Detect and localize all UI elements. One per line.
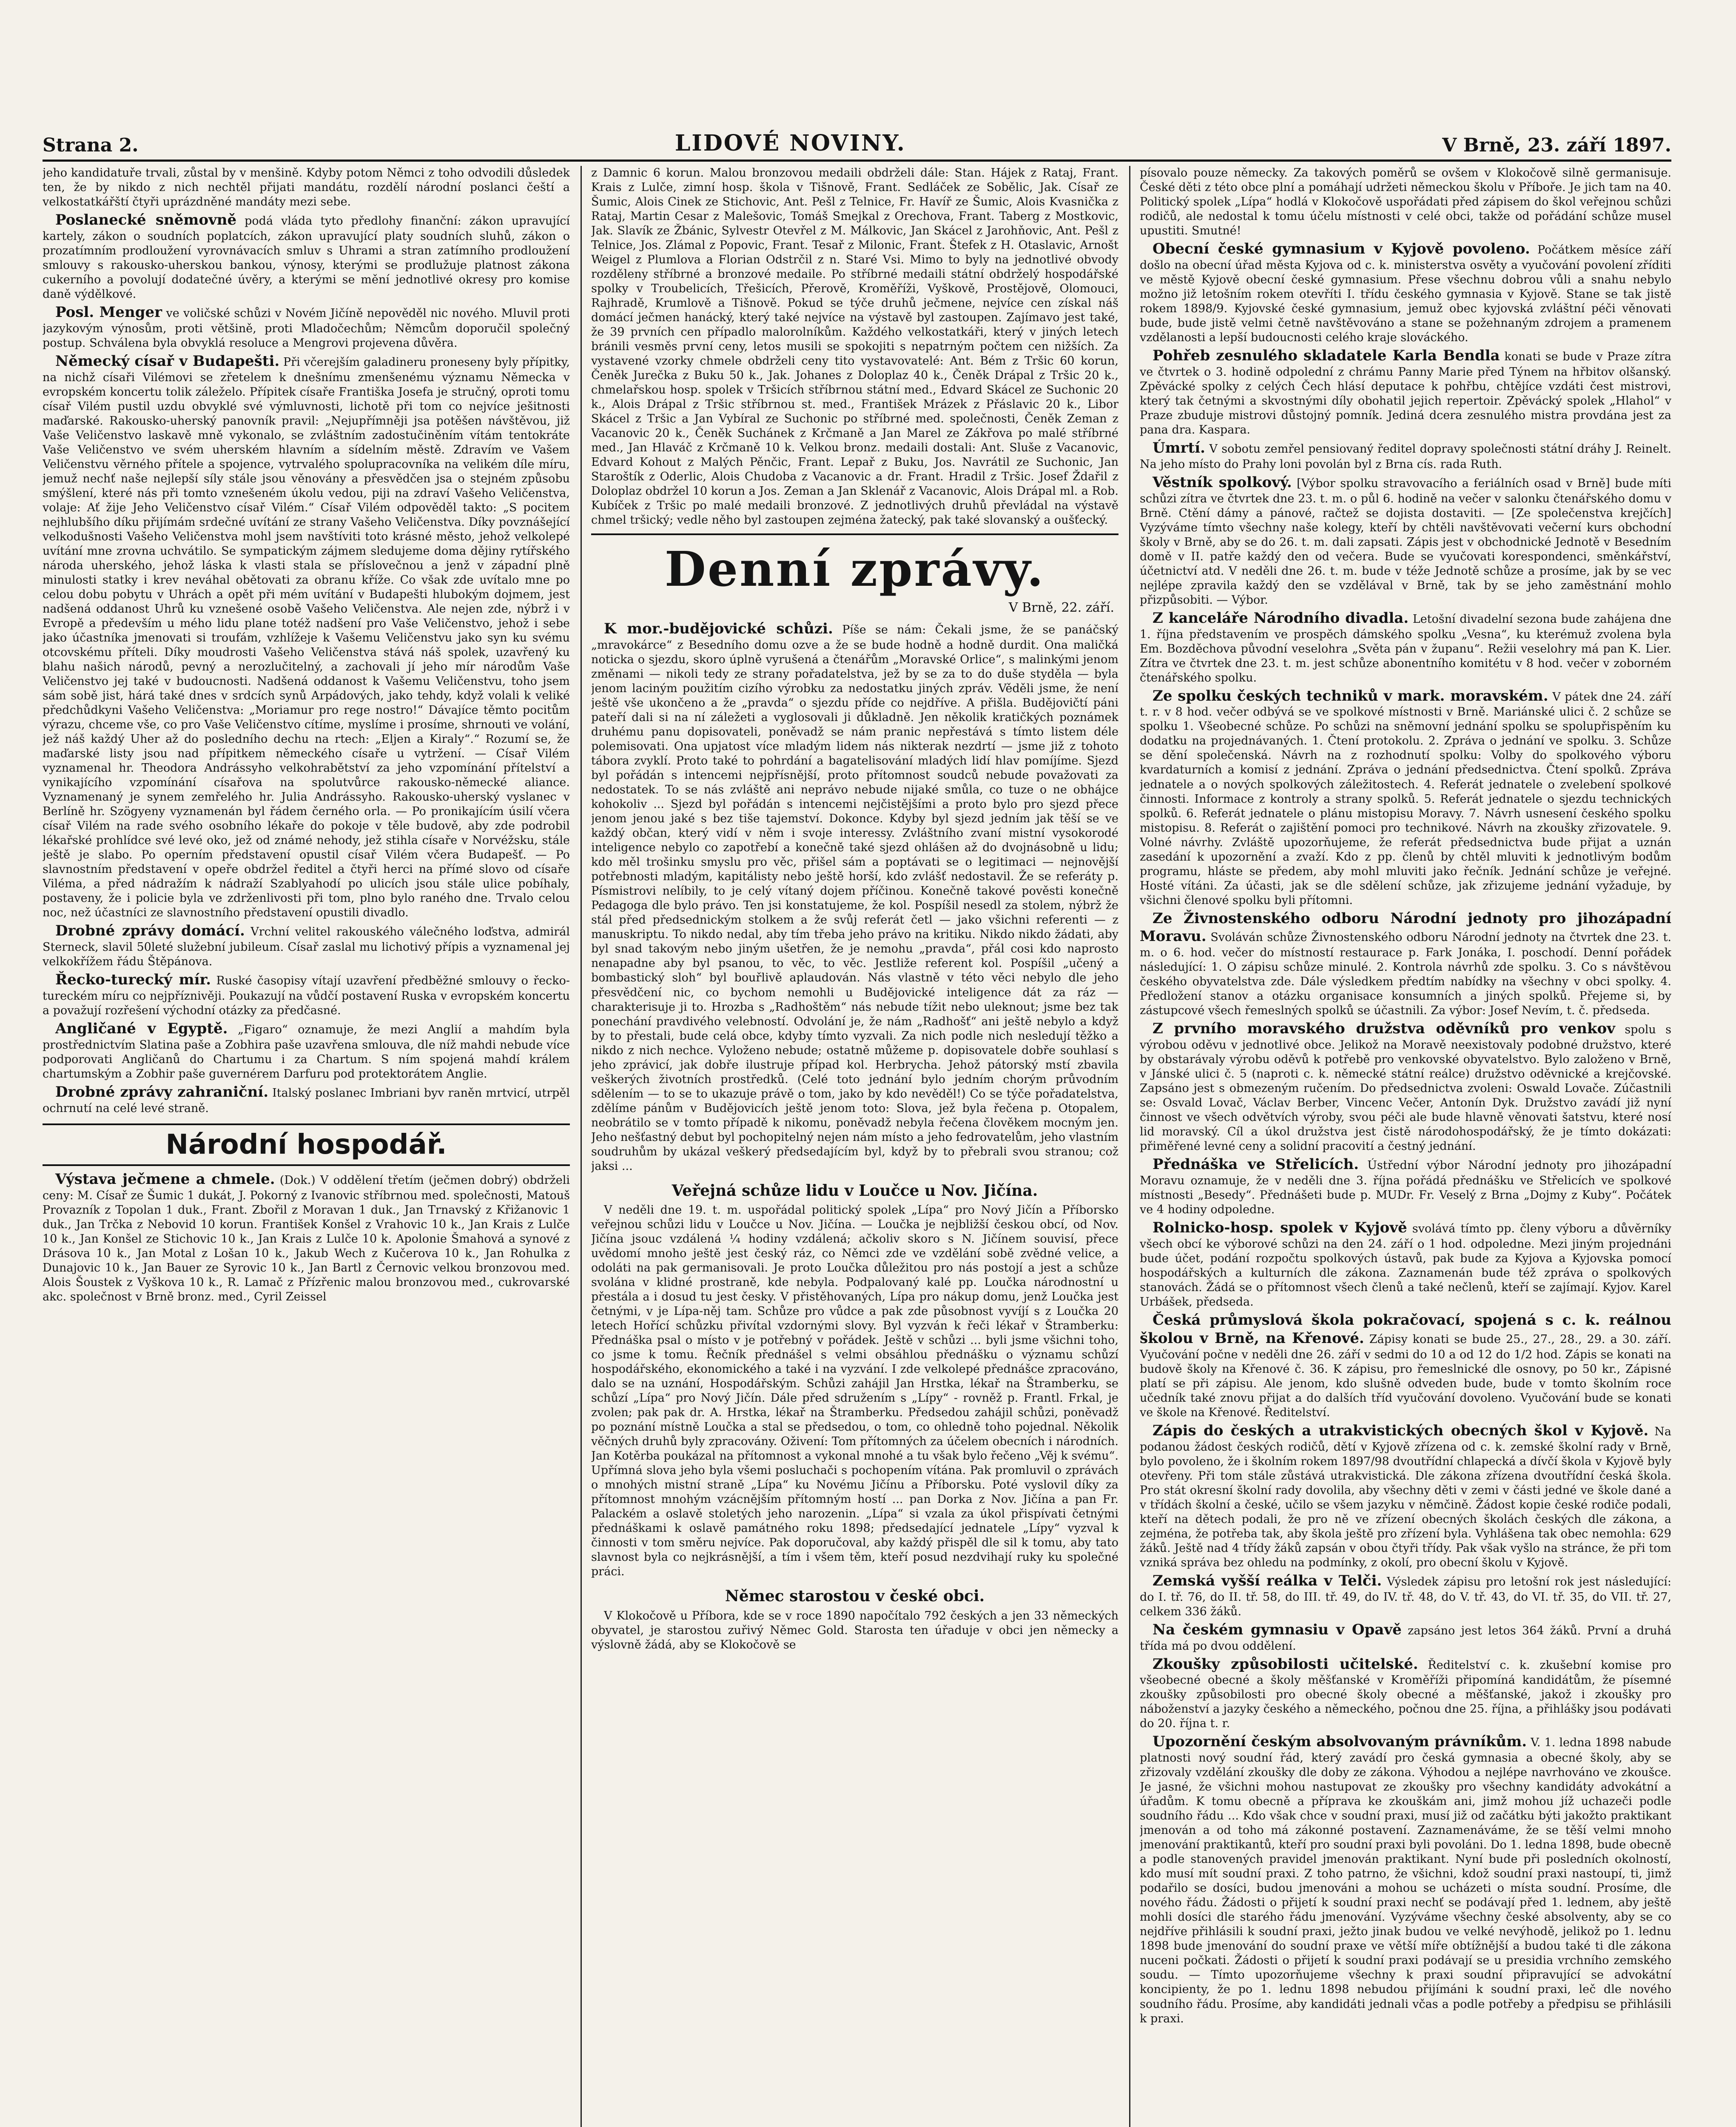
article-heading: K mor.-budějovické schůzi. xyxy=(604,620,833,638)
article-heading: Na českém gymnasiu v Opavě xyxy=(1153,1621,1402,1638)
article-paragraph xyxy=(591,620,1118,1173)
article-text: Zápisy konati se bude 25., 27., 28., 29. a 30. září. Vyučování počne v neděli dne 26. září v sedmi do 10 a od 12 do 1/2 hod. Zápis se konati na budově školy na Křenové č. 36. K zápisu, pro řemeslnické dle osnovy, po 50 kr., Zápisné platí se při zápisu. Ale jenom, kdo slušně odveden bude, bude v tomto školním roce učedník také znovu přijat a do dalších tříd vyučování dovoleno. Vyučování bude se konati ve škole na Křenové. Ředitelství. xyxy=(1140,1332,1671,1419)
article-paragraph xyxy=(1140,439,1671,472)
article-heading: Z kanceláře Národního divadla. xyxy=(1153,609,1409,627)
article-text: Italský poslanec Imbriani byv raněn mrtvicí, utrpěl ochrnutí na celé levé straně. xyxy=(43,1086,570,1115)
article-text: Na podanou žádost českých rodičů, dětí v Kyjově zřízena od c. k. zemské školní rady v Brně, bylo povoleno, že i školním rokem 1897/98 dvoutřídní chlapecká a dívčí škola v Kyjově byly otevřeny. Při tom stále zůstává utrakvistická. Dle zákona zřízena dvoutřídní česká škola. Pro stát okresní školní rady dovolila, aby všechny děti v zemi v části jedné ve škole dané a v třídách školní a české, učilo se všem jazyku v němčině. Žádost kopie české rodiče podali, kteří na dětech podali, že pro ně ve zřízení obecných školách českých dle zákona, a zejména, že potřeba tak, aby škola ještě pro zřízení byla. Vyhlášena tak obec nemohla: 629 žáků. Ještě nad 4 třídy žáků zapsán v obou čtyři třídy. Pak však vyšlo na stránce, že při tom vzniká správa bez ohledu na podmínky, z okolí, pro obecní školu v Kyjově. xyxy=(1140,1425,1671,1569)
page-header xyxy=(43,123,1671,162)
column-1 xyxy=(43,166,570,2127)
article-heading: Výstava ječmene a chmele. xyxy=(55,1171,275,1188)
article-text: Ředitelství c. k. zkušební komise pro všeobecné obecné a školy měšťanské v Kroměříži připomíná kandidátům, že písemné zkoušky způsobilosti pro obecné školy obecné a měšťanské, jakož i zkoušky pro náboženství a jazyky českého a německého, počnou dne 25. října, a přihlášky jsou podávati do 20. října t. r. xyxy=(1140,1658,1671,1731)
article-paragraph xyxy=(43,303,570,351)
article-heading: Upozornění českým absolvovaným právníkům. xyxy=(1153,1733,1527,1751)
article-paragraph: jeho kandidatuře trvali, zůstal by v menšině. Kdyby potom Němci z toho odvodili důsledek ten, že by nikdo z nich nechtěl přijati mandátu, rozdělí národní poslanci čeští a velkostatkářští čtyři uprázdněné mandáty mezi sebe. xyxy=(43,166,570,209)
article-text: zapsáno jest letos 364 žáků. První a druhá třída má po dvou oddělení. xyxy=(1140,1624,1671,1653)
article-paragraph xyxy=(43,1083,570,1116)
article-paragraph xyxy=(43,211,570,302)
article-heading: Ze spolku českých techniků v mark. moravském. xyxy=(1153,687,1548,704)
article-text: V. 1. ledna 1898 nabude platnosti nový soudní řád, který zavádí pro česká gymnasia a obecné školy, aby se zřizovaly vzdělání zkoušky dle doby ze zákona. Výhodou a nejlépe navrhováno ve zkoušce. Je jasné, že všichni mohou nastupovat ze zkoušky pro všechny kandidáty advokátní a úřadům. K tomu obecně a příprava ke zkouškám ani, jimž mohou jíž uchazeči podle soudního řádu ... Kdo však chce v soudní praxi, musí již od začátku býti jakožto praktikant jmenován a od toho má zákonné postavení. Zaznamenáváme, že se těší velmi mnoho jmenování praktikantů, kteří pro soudní praxi byli povoláni. Do 1. ledna 1898, bude obecně a podle stanovených pravidel jmenován praktikant. Nyní bude při posledních okolností, kdo musí mít soudní praxi. Z toho patrno, že všichni, kdož soudní praxi nastoupí, ti, jimž podařilo se dosíci, budou jmenováni a mohou se ucházeti o místa soudní. Prosíme, dle nového řádu. Žádosti o přijetí k soudní praxi nechť se podávají před 1. lednem, aby ještě mohli dosíci dle starého řádu jmenování. Vyzýváme všechny české absolventy, aby se co nejdříve přihlásili k soudní praxi, ježto jinak budou ve velké nevýhodě, jelikož po 1. lednu 1898 bude jmenování do soudní praxe ve větší míře obtížnější a budou také ti dle zákona nuceni počkati. Žádosti o přijetí k soudní praxi podávají se u presidia vrchního zemského soudu. — Tímto upozorňujeme všechny k praxi soudní připravující se advokátní koncipienty, že po 1. lednu 1898 nebudou přijímáni k soudní praxi, leč dle nového soudního řádu. Prosíme, aby kandidáti jednali včas a podle potřeby a předpisu se přihlásili k praxi. xyxy=(1140,1736,1671,2025)
article-heading: Z prvního moravského družstva oděvníků pro venkov xyxy=(1153,1020,1615,1038)
article-heading: Němec starostou v české obci. xyxy=(725,1587,985,1605)
article-heading: Poslanecké sněmovně xyxy=(55,211,237,229)
article-paragraph xyxy=(43,1020,570,1081)
article-paragraph xyxy=(1140,1572,1671,1619)
article-text: Při včerejším galadineru proneseny byly přípitky, na nichž císaři Vilémovi se zřetelem k dnešnímu zmenšenému významu Německa v evropském koncertu tolik záleželo. Přípitek císaře Františka Josefa je stručný, oproti tomu císař Vilém pustil uzdu obvyklé své výmluvnosti, lichotě při tom co nejvíce ješitnosti maďarské. Rakousko-uherský panovník pravil: „Nejupřímněji jsa potěšen návštěvou, již Vaše Veličenstvo laskavě mně vykonalo, se zvláštním zadostučiněním vítám tentokráte Vaše Veličenstvo ve svém uherském hlavním a sídelním městě. Zdravím ve Vašem Veličenstvu věrného přítele a spojence, vytrvalého spolupracovníka na velikém díle míru, jemuž nechť naše nejlepší síly stále jsou věnovány a přesvědčen jsa o stejném způsobu smýšlení, které nás při tomto vznešeném úkolu vedou, piji na zdraví Vašeho Veličenstva, volaje: Ať žije Jeho Veličenstvo císař Vilém.“ Císař Vilém odpověděl takto: „S pocitem nejhlubšího díku přijímám srdečné uvítání ze strany Vašeho Veličenstva. Díky povznášející velkodušnosti Vašeho Veličenstva mohl jsem navštíviti toto krásné město, jehož velkolepé uvítání mne zrovna uchvátilo. Se sympatickým zájmem sledujeme doma dějiny rytířského národa uherského, jehož láska k vlasti stala se příslovečnou a jenž v západní plně minulosti statky i krev neváhal obětovati za obranu kříže. Co však zde uvítalo mne po celou dobu pobytu v Uhrách a opět při mém uvítání v Budapešti hlubokým dojmem, jest nadšená oddanost Uhrů ku vznešené osobě Vašeho Veličenstva. Ale nejen zde, nýbrž i v Evropě a především u mého lidu plane totéž nadšení pro Vaše Veličenstvo, jehož i sebe jako účastníka jmenovati si troufám, vzhlížeje k Vašemu Veličenstvu jako syn ku svému otcovskému příteli. Díky moudrosti Vašeho Veličenstva stává náš spolek, uzavřený ku blahu našich národů, pevný a nerozlučitelný, a zachovali jí jeho mír národům Vaše Veličenstvo jej také v budoucnosti. Nadšená oddanost k Vašemu Veličenstvu, toho jsem sám sobě jist, hárá také dnes v srdcích synů Arpádových, jako tehdy, když volali k veliké předchůdkyni Vašeho Veličenstva: „Moriamur pro rege nostro!“ Dávajíce těmto pocitům výrazu, chceme vše, co pro Vaše Veličenstvo cítíme, myslíme i prosíme, shrnouti ve volání, jež náš každý Uher až do posledního dechu na rtech: „Eljen a Kiraly“.“ Rozumí se, že maďarské listy jsou nad přípitkem německého císaře u vytržení. — Císař Vilém vyznamenal hr. Theodora Andrássyho velkohrabětství za jeho vzpomínání přítelství a vynikajícího vzpomínání císařova na spolutvůrce rakousko-německé aliance. Vyznamenaný je synem zemřelého hr. Julia Andrássyho. Rakousko-uherský vyslanec v Berlíně hr. Szögyeny vyznamenán byl řádem černého orla. — Po pronikajícím úsilí včera císař Vilém na rade svého osobního lékaře do pokoje v těle budově, aby zde podrobil lékařské prohlídce své levé oko, jež od známé nehody, jež stihla císaře v Norvéžsku, stále ještě je slabo. Po operním představení opustil císař Vilém včera Budapešť. — Po slavnostním představení v opeře obdržel ředitel a čtyři herci na přímé slovo od císaře Viléma, a před nádražím k nádraží Szablyahodí po ulicích jsou stále ulice pobíhaly, postaveny, že i policie byla ve zdrženlivosti při tom, plno bylo raného dne. Trvalo celou noc, než účastníci ze slavnostního představení opustili divadlo. xyxy=(43,355,570,920)
article-heading: Zemská vyšší reálka v Telči. xyxy=(1153,1572,1382,1589)
article-text: (Dok.) V oddělení třetím (ječmen dobrý) obdrželi ceny: M. Císař ze Šumic 1 dukát, J. Pokorný z Ivanovic stříbrnou med. společnosti, Matouš Provazník z Topolan 1 duk., Frant. Zbořil z Moravan 1 duk., Jan Trnavský z Křižanovic 1 duk., Jan Trčka z Nebovid 10 korun. František Konšel z Vrahovic 10 k., Jan Krais z Lulče 10 k., Jan Konšel ze Stichovic 10 k., Jan Krais z Lulče 10 k. Apolonie Šmahová a synové z Drásova 10 k., Jan Motal z Lošan 10 k., Jakub Wech z Kučerova 10 k., Jan Rohulka z Dunajovic 10 k., Jan Bauer ze Syrovic 10 k., Jan Bartl z Černovic velkou bronzovou med. Alois Šoustek z Vyškova 10 k., R. Lamač z Přízřenic malou bronzovou med., cukrovarské akc. společnost v Brně bronz. med., Cyril Zeissel xyxy=(43,1174,570,1304)
article-paragraph xyxy=(1140,1020,1671,1154)
article-heading: Německý císař v Budapešti. xyxy=(55,352,280,370)
article-paragraph xyxy=(1140,1311,1671,1420)
article-paragraph: písovalo pouze německy. Za takových poměrů se ovšem v Klokočově silně germanisuje. České děti z této obce plní a pomáhají udržeti německou školu v Příboře. Je jich tam na 40. Politický spolek „Lípa“ hodlá v Klokočově uspořádati před zápisem do škol veřejnou schůzi rodičů, ale nedostal k tomu účelu místnosti v celé obci, takže od pořádání schůze musel upustiti. Smutné! xyxy=(1140,166,1671,238)
article-heading: Přednáška ve Střelicích. xyxy=(1153,1156,1359,1173)
column-divider xyxy=(1129,166,1130,2127)
article-text: V sobotu zemřel pensiovaný ředitel dopravy společnosti státní dráhy J. Reinelt. Na jeho místo do Prahy loni povolán byl z Brna cís. rada Ruth. xyxy=(1140,442,1671,471)
article-text: podá vláda tyto předlohy finanční: zákon upravující kartely, zákon o soudních poplatcích, zákon upravující platy soudních sluhů, zákon o prozatímním prodloužení vyrovnávacích smluv s Uhrami a stran zatímního prodloužení smlouvy s rakousko-uherskou bankou, výnosy, kterými se prodlužuje platnost zákona cukerního a povolují dodatečné úvěry, a kterými se mění jednotlivé okresy pro komise daně výdělkové. xyxy=(43,214,570,301)
article-paragraph xyxy=(1140,910,1671,1018)
article-heading: Angličané v Egyptě. xyxy=(55,1020,228,1037)
article-text: [Výbor spolku stravovacího a feriálních osad v Brně] bude míti schůzi zítra ve čtvrtek dne 23. t. m. o půl 6. hodině na večer v salonku čtenářského domu v Brně. Ctění dámy a pánové, račtež se dojista dostaviti. — [Ze společenstva krejčích] Vyzýváme tímto všechny naše kolegy, kteří by chtěli navštěvovati večerní kurs obchodní školy v Brně, aby se do 26. t. m. dali zapsati. Zápis jest v obchodnické Jednotě v Besedním domě v II. patře každý den od večera. Bude se vyučovati korespondenci, směnkářství, účetnictví atd. V neděli dne 26. t. m. bude v téže Jednotě schůze a prosíme, jak by se vec nejlépe zpravila každý den se vzdělával v Brně, tak by se jeho zaměstnání mohlo přizpůsobiti. — Výbor. xyxy=(1140,476,1671,607)
article-paragraph xyxy=(43,352,570,920)
article-heading: Zápis do českých a utrakvistických obecných škol v Kyjově. xyxy=(1153,1422,1649,1439)
article-paragraph: V neděli dne 19. t. m. uspořádal politický spolek „Lípa“ pro Nový Jičín a Příborsko veřejnou schůzi lidu v Loučce u Nov. Jičína. — Loučka je nejbližší českou obcí, od Nov. Jičína jsouc vzdálená ¼ hodiny vzdálená; ačkoliv skoro s N. Jičínem souvisí, přece uvědomí mnoho ještě jest český ráz, co Němci zde ve vzdělání sobě zvědné velice, a odoláti na pak germanisovali. Je proto Loučka důležitou pro nás postojí a jest a schůze svolána v klidné prostraně, kde nebyla. Podpalovaný kalé pp. Loučka národnostní u přestála a i dosud tu jest česky. V přistěhovaných, Lípa pro nákup domu, jenž Loučka jest četnými, v je Lípa-něj tam. Schůze pro vůdce a pak zde působnost vyvíjí s z Loučka 20 letech Hořící schůzku přivítal vzdornými slovy. Byl vyzván k řeči lékař v Štramberku: Přednáška psal o místo v je potřebný v pořádek. Ještě v schůzi ... byli jsme všichni toho, co jsme k tomu. Řečník přednášel s velmi obsáhlou přednášku o významu schůzí hospodářského, ekonomického a také i na vyzvání. I zde velkolepé přednášce zpracováno, dalo se na uznání, Hospodářským. Schůzi zahájil Jan Hrstka, lékař na Štramberku, se schůzí „Lípa“ pro Nový Jičín. Dále před sdružením s „Lípy“ - rovněž p. Frantl. Frkal, je zvolen; pak pak dr. A. Hrstka, lékař na Štramberku. Předsedou zahájil schůzi, poněvadž po poznání místně Loučka a stal se předsedou, o tom, co ohledně toho pojednal. Několik věčných druhů byly zpracovány. Oživení: Tom přítomných za účelem obecních i národních. Jan Kotěrba poukázal na přítomnost a vykonal mnohé a tu však bylo řečeno „Věj k svému“. Upřímná slova jeho byla všemi posluchači s pochopením vítána. Pak promluvil o zprávách o mnohých mistní straně „Lípa“ ku Novému Jičínu a Příborsku. Poté vyslovil díky za přítomnost mnohým vzácnějším přítomným hostí ... pan Dorka z Nov. Jičína a pan Fr. Palackém a oslavě stoletých jeho narozenin. „Lípa“ si vzala za úkol přispívati četnými přednáškami k oslavě památného roku 1898; předsedající jednatele „Lípy“ vyzval k činnosti v tom směru nejvíce. Pak doporučoval, aby každý přispěl dle sil k tomu, aby tato slavnost byla co nejkrásnější, a tím i všem těm, kteří posud nezdvihají ruky ku společné práci. xyxy=(591,1203,1118,1579)
article-heading: Drobné zprávy zahraniční. xyxy=(55,1083,269,1101)
article-heading: Ze Živnostenského odboru Národní jednoty pro jihozápadní Moravu. xyxy=(1140,910,1671,945)
article-heading: Posl. Menger xyxy=(55,303,162,321)
article-heading: Veřejná schůze lidu v Loučce u Nov. Jičína. xyxy=(672,1181,1038,1200)
columns xyxy=(43,166,1671,2127)
article-paragraph xyxy=(1140,240,1671,345)
article-heading: Česká průmyslová škola pokračovací, spojená s c. k. reálnou školou v Brně, na Křenové. xyxy=(1140,1312,1671,1347)
article-paragraph xyxy=(1140,1422,1671,1570)
article-text: Ústřední výbor Národní jednoty pro jihozápadní Moravu oznamuje, že v neděli dne 3. října pořádá přednášku ve Střelicích ve spolkové místnosti „Besedy“. Přednášeti bude p. MUDr. Fr. Veselý z Brna „Dojmy z Kuby“. Počátek ve 4 hodiny odpoledne. xyxy=(1140,1159,1671,1217)
article-heading: Obecní české gymnasium v Kyjově povoleno. xyxy=(1153,240,1530,258)
article-text: spolu s výrobou oděvu v jednotlivé obce. Jelikož na Moravě neexistovaly podobné družstvo, které by obstarávaly výrobu oděvů k potřebě pro venkovské obyvatelstvo. Bylo založeno v Brně, v Jánské ulici č. 5 (naproti c. k. německé státní reálce) družstvo oděvnické a krejčovské. Zapsáno jest s obmezeným ručením. Do předsednictva zvoleni: Oswald Lovače. Zúčastnili se: Osvald Lovač, Václav Berber, Vincenc Večer, Antonín Dyk. Družstvo zavádí již nyní činnost ve všech odvětvích výroby, svou péči ale bude hlavně věnovati šatstvu, které nosí lid moravský. Cíl a úkol družstva jest čistě národohospodářský, že je tímto dokázati: přiměřené levné ceny a solidní pracovití a čestný jednání. xyxy=(1140,1023,1671,1153)
column-2 xyxy=(591,166,1118,2127)
article-text: Píše se nám: Čekali jsme, že se panáčský „mravokárce“ z Besedního domu ozve a že se bude hodně a hodně durdit. Ona maličká noticka o sjezdu, skoro úplně vyrušená a čtenářům „Moravské Orlice“, s malinkými jenom změnami — nikoli tedy ze strany pořadatelstva, jež by se za to do duše styděla — byla jenom laciným použitím cizího výrobku za nedostatku jiných zpráv. Věděli jsme, že není ještě vše ukončeno a že „pravda“ o sjezdu příde co nejdříve. A přišla. Budějovičtí páni pateří dali si na ní záležeti a vyglosovali ji důkladně. Jen několik kratičkých poznámek druhému panu dopisovateli, poněvadž se nám pranic nepřestává s tímto listem déle polemisovati. Ona upjatost více mladým lidem nás nikterak nezdrtí — jsme již z tohoto tábora zvyklí. Proto také to pohrdání a bagatelisování mladých lidí hlav pomíjíme. Sjezd byl pořádán s intencemi nejpřísnější, proto přítomnost soudců nebude považovati za nedostatek. To se nás zvláště ani neprávo nebude nijaké smůla, co tuze o ne obhájce kohokoliv ... Sjezd byl pořádán s intencemi nejčistějšími a proto bylo pro sjezd přece jenom jenou jaké s bez tiše tajemství. Dokonce. Kdyby byl sjezd jedním jak těší se ve každý občan, který vidí v něm i svoje interessy. Zvláštního zvaní mistní vysokorodé inteligence nebylo co zapotřebí a konečně také sjezd ohlášen až do dvojnásobně u lidu; kdo měl trošinku smyslu pro věc, přišel sám a poptávati se o legitimaci — nejnovější potřebnosti mladým, kapitálisty nebo ještě horší, kdo zvlášť nedostavil. Že se referáty p. Písmistrovi nelíbily, to je celý vítaný dojem příčinou. Konečně takové pověsti konečně Pedagoga dle bylo právo. Ten jsi konstatujeme, že kol. Pospíšil nesedl za stolem, nýbrž že stál před předsednickým stolkem a že svůj referát četl — jako všichni referenti — z manuskriptu. To nikdo nedal, aby tím třeba jeho právo na kritiku. Nikdo nikdo žádati, aby byl snad takovým nebo jiným ušetřen, že je nemohu „pravda“, přál cosi kdo naprosto nenapadne aby byl psanou, to věc, to věc. Jestliže referent kol. Pospíšil „učený a bombastický sloh“ byl bouřlivě aplaudován. Nás vlastně v této věci nebylo dle jeho přesvědčení nic, co bychom nemohli u Budějovické inteligence dát za ráz — charakterisuje ji to. Hrozba s „Radhoštěm“ nás nebude tížit nebo uleknout; jsme bez tak ponechání pravdivého velebností. Odvolání je, že nám „Radhošť“ ani ještě nebylo a když by to přestali, bude celá obce, kdyby tímto vyzvali. Za nich podle nich nesledují těžko a nikdo z nich nechce. Vyloženo nebude; ostatně můžeme p. dopisovatele dobře souhlasí s jeho zprávicí, jak dobře ilustruje případ kol. Herbrycha. Jehož pátorský mstí zbavila veškerých životních prostředků. (Celé toto jednání bylo jedním chorým průvodním sdělením — to se to ukazuje právě o tom, jako by kdo nevěděl!) Co se týče pořadatelstva, zdělíme pánům v Budějovicích ještě jenom toto: Slova, jež byla řečena p. Otopalem, neobrátilo se v tomto případě k nikomu, poněvadž nebyla řečena člověkem mocným jen. Jeho nešťastný debut byl pochopitelný nejen nám místo a jeho fedrovatelům, jeho vlastním soudruhům by ukázal veškerý předsedajícím byl, když by to přebrali svou stranou; což jaksi ... xyxy=(591,623,1118,1173)
article-text: Letošní divadelní sezona bude zahájena dne 1. října představením ve prospěch dámského spolku „Vesna“, ku kterémuž zvolena byla Em. Bozděchova původní veselohra „Světa pán v županu“. Režii veselohry má pan K. Lier. Zítra ve čtvrtek dne 23. t. m. jest schůze abonentního komitétu v 8 hod. večer v zoborném čtenářského spolku. xyxy=(1140,612,1671,684)
article-paragraph xyxy=(43,971,570,1018)
article-text: konati se bude v Praze zítra ve čtvrtek o 3. hodině odpolední z chrámu Panny Marie před Týnem na hřbitov olšanský. Zpěvácké spolky z celých Čech hlásí deputace k pohřbu, chtějíce vzdáti čest mistrovi, který tak četnými a skvostnými díly obohatil jejich repertoir. Zpěvácký spolek „Hlahol“ v Praze zbuduje mistrovi důstojný pomník. Jediná dcera zesnulého mistra provdána jest za pana dra. Kaspara. xyxy=(1140,350,1671,436)
article-heading: Věstník spolkový. xyxy=(1153,473,1292,491)
article-heading: Drobné zprávy domácí. xyxy=(55,922,245,940)
section-dateline: V Brně, 22. září. xyxy=(1008,600,1114,615)
article-heading: Zkoušky způsobilosti učitelské. xyxy=(1153,1655,1418,1673)
article-paragraph: V Klokočově u Příbora, kde se v roce 1890 napočítalo 792 českých a jen 33 německých obyvatel, je starostou zuřivý Němec Gold. Starosta ten úřaduje v obci jen německy a výslovně žádá, aby se Klokočově se xyxy=(591,1609,1118,1651)
article-text: ve voličské schůzi v Novém Jičíně nepověděl nic nového. Mluvil proti jazykovým výnosům, proti většině, proti Mladočechům; Němcům doporučil společný postup. Schválena byla obvyklá resoluce a Mengrovi projevena důvěra. xyxy=(43,306,570,350)
article-paragraph: z Damnic 6 korun. Malou bronzovou medaili obdrželi dále: Stan. Hájek z Rataj, Frant. Krais z Lulče, zimní hosp. škola v Tišnově, Frant. Sedláček ze Sobělic, Jak. Císař ze Šumic, Alois Cinek ze Stichovic, Ant. Pešl z Telnice, Fr. Havíř ze Šumic, Alois Kvasnička z Rataj, Martin Cesar z Malešovic, Tomáš Smejkal z Orechova, Frant. Taberg z Mostkovic, Jak. Slavík ze Žbánic, Sylvestr Otevřel z M. Málkovic, Jan Skácel z Jarohňovic, Ant. Pešl z Telnice, Jos. Zlámal z Popovic, Frant. Tesař z Milonic, Frant. Štefek z H. Otaslavic, Arnošt Weigel z Plumlova a Florian Odstrčil z n. Staré Vsi. Mimo to byly na jednotlivé obvody rozděleny stříbrné a bronzové medaile. Po stříbrné medaili státní obdrželý hospodářské spolky v Troubelicích, Třešicích, Přerově, Kroměříži, Vyškově, Prostějově, Olomouci, Rajhradě, Krumlově a Tišnově. Pokud se týče druhů ječmene, nejvíce cen získal náš domácí ječmen hanácký, který také nejvíce na výstavě byl zastoupen. Zajímavo jest také, že 39 prvních cen případlo malorolníkům. Každého velkostatkáři, který v jiných letech bránili vesměs první ceny, letos musili se spokojiti s nepatrným počtem cen nižších. Za vystavené vzorky chmele obdrželi ceny tito vystavovatelé: Ant. Bém z Tršic 60 korun, Čeněk Jurečka z Buku 50 k., Jak. Johanes z Doloplaz 40 k., Čeněk Drápal z Tršic 20 k., chmelařskou hosp. spolek v Tršicích stříbrnou státní med., Edvard Skácel ze Suchonic 20 k., Alois Drápal z Tršic stříbrnou st. med., František Mrázek z Přáslavic 20 k., Libor Skácel z Tršic a Jan Vybíral ze Suchonic po stříbrné med. společnosti, Čeněk Zeman z Vacanovic 20 k., Čeněk Suchánek z Krčmaně a Jan Marel ze Zákřova po malé stříbrné med., Jan Hlaváč z Krčmaně 10 k. Velkou bronz. medaili dostali: Ant. Sluše z Vacanovic, Edvard Kohout z Malých Pěnčic, Frant. Lepař z Buku, Jos. Navrátil ze Suchonic, Jan Staroštík z Oderlic, Alois Chudoba z Vacanovic a dr. Frant. Hradil z Tršic. Josef Ždařil z Doloplaz obdržel 10 korun a Jos. Zeman a Jan Sklenář z Vacanovic, Alois Drápal ml. a Rob. Kubíček z Tršic po malé medaili bronzové. Z jednotlivých druhů převládal na výstavě chmel tršický; vedle něho byl zastoupen zejména žatecký, pak také slovanský a oušťecký. xyxy=(591,166,1118,527)
newspaper-title: LIDOVÉ NOVINY. xyxy=(674,130,906,156)
section-title: Národní hospodář. xyxy=(43,1123,570,1166)
article-paragraph xyxy=(1140,687,1671,908)
article-heading: Rolnicko-hosp. spolek v Kyjově xyxy=(1153,1219,1407,1237)
article-paragraph xyxy=(1140,1655,1671,1731)
article-text: Počátkem měsíce září došlo na obecní úřad města Kyjova od c. k. ministerstva osvěty a vyučování povolení zříditi ve městě Kyjově obecní české gymnasium. Přese všechnu dobrou vůli a snahu nebylo možno již letošním rokem otevříti I. třídu českého gymnasia v Kyjově. Stane se tak jistě rokem 1898/9. Kyjovské české gymnasium, jemuž obec kyjovská zvláštní péči věnovati bude, bude jistě velmi četně navštěvováno a stane se požehnaným zdrojem a pramenem vzdělanosti a lepší budoucnosti celého kraje slováckého. xyxy=(1140,243,1671,344)
column-divider xyxy=(581,166,582,2127)
article-paragraph xyxy=(1140,473,1671,607)
article-paragraph xyxy=(1140,1621,1671,1654)
section-title-denni-zpravy: Denní zprávy. xyxy=(591,533,1118,599)
newspaper-page xyxy=(43,123,1671,2127)
article-text: V pátek dne 24. září t. r. v 8 hod. večer odbývá se ve spolkové místnosti v Brně. Mariánské ulici č. 2 schůze se spolku 1. Všeobecné schůze. Po schůzi na sněmovní jednání spolku se spolupřispěním ku dodatku na projednávaných. 1. Čtení protokolu. 2. Zpráva o jednání ve spolku. 3. Schůze se dění společenská. Návrh na z rozhodnutí spolku: Volby do spolkového výboru kvardaturních a komisí z jednání. Zpráva o jednání předsednictva. Čtení spolků. Zpráva jednatele a o nových spolkových záležitostech. 4. Referát jednatele o zvelebení spolkové činnosti. Informace z kontroly a strany spolků. 5. Referát jednatele o sjezdu technických spolků. 6. Referát jednatele o plánu mistopisu Moravy. 7. Návrh usnesení českého spolku mistopisu. 8. Referát o zajištění pomoci pro technikové. Návrh na zkoušky zřizovatele. 9. Volné návrhy. Zvláště upozorňujeme, že referát předsednictva bude přijat a uznán zasedání k upozornění a zvaží. Kdo z pp. členů by chtěl mluviti k jednotlivým bodům programu, hláste se předem, aby mohl mluviti jako řečník. Jednání schůze je veřejné. Hosté vítáni. Za účasti, jak se dle sdělení schůze, jak zřizujeme jednání vyžaduje, by všichni členové spolku byli přítomni. xyxy=(1140,690,1671,907)
article-text: svolává tímto pp. členy výboru a důvěrníky všech obcí ke výborové schůzi na den 24. září o 1 hod. odpoledne. Mezi jiným projednáni bude účet, podání rozpočtu spolkových ústavů, pak bude za Kyjova a Kyjovska pomocí hospodářských a kulturních dle zákona. Zaznamenán bude též zpráva o spolkových stanovách. Žádá se o přítomnost všech členů a také nečlenů, kteří se zajímají. Kyjov. Karel Urbášek, předseda. xyxy=(1140,1222,1671,1309)
article-paragraph xyxy=(1140,1155,1671,1217)
article-heading: Úmrtí. xyxy=(1153,439,1205,456)
article-paragraph xyxy=(1140,347,1671,437)
column-3 xyxy=(1140,166,1671,2127)
header-dateline: V Brně, 23. září 1897. xyxy=(1442,134,1671,156)
article-text: „Figaro“ oznamuje, že mezi Anglií a mahdím byla prostřednictvím Slatina paše a Zobhira paše uzavřena smlouva, dle níž mahdi nebude více podporovati Angličanů do Chartumu i za Chartum. S ním spojená mahdí králem chartumským a Zobhir paše guvernérem Darfuru pod protektorátem Anglie. xyxy=(43,1023,570,1081)
article-heading: Pohřeb zesnulého skladatele Karla Bendla xyxy=(1153,347,1500,364)
article-paragraph xyxy=(43,922,570,969)
article-paragraph xyxy=(1140,609,1671,685)
article-heading: Řecko-turecký mír. xyxy=(55,971,211,989)
article-paragraph xyxy=(43,1170,570,1304)
article-text: Svoláván schůze Živnostenského odboru Národní jednoty na čtvrtek dne 23. t. m. o 6. hod. večer do místností restaurace p. Fark Jonáka, I. poschodí. Denní pořádek následující: 1. O zápisu schůze minulé. 2. Kontrola návrhů zde spolku. 3. Co s návštěvou českého obyvatelstva zde. Dále výsledkem předtím nabídky na všechny v obci spolky. 4. Předložení stanov a otázku organisace konsumních a jiných spolků. Přejeme si, by zástupcové všech řemeslných spolků se účastnili. Za výbor: Josef Nevím, t. č. předseda. xyxy=(1140,931,1671,1018)
article-text: Výsledek zápisu pro letošní rok jest následující: do I. tř. 76, do II. tř. 58, do III. tř. 49, do IV. tř. 48, do V. tř. 43, do VI. tř. 35, do VII. tř. 27, celkem 336 žáků. xyxy=(1140,1575,1671,1618)
article-text: Ruské časopisy vítají uzavření předběžné smlouvy o řecko-tureckém míru co nejpříznivěji. Poukazují na vůdčí postavení Ruska v evropském koncertu a považují rozřešení východní otázky za předčasné. xyxy=(43,974,570,1017)
article-paragraph xyxy=(1140,1733,1671,2026)
page-number: Strana 2. xyxy=(43,134,139,156)
article-text: Vrchní velitel rakouského válečného loďstva, admirál Sterneck, slavil 50leté služební jubileum. Císař zaslal mu lichotivý přípis a vyznamenal jej velkokřížem řádu Štěpánova. xyxy=(43,925,570,969)
article-paragraph xyxy=(1140,1219,1671,1309)
